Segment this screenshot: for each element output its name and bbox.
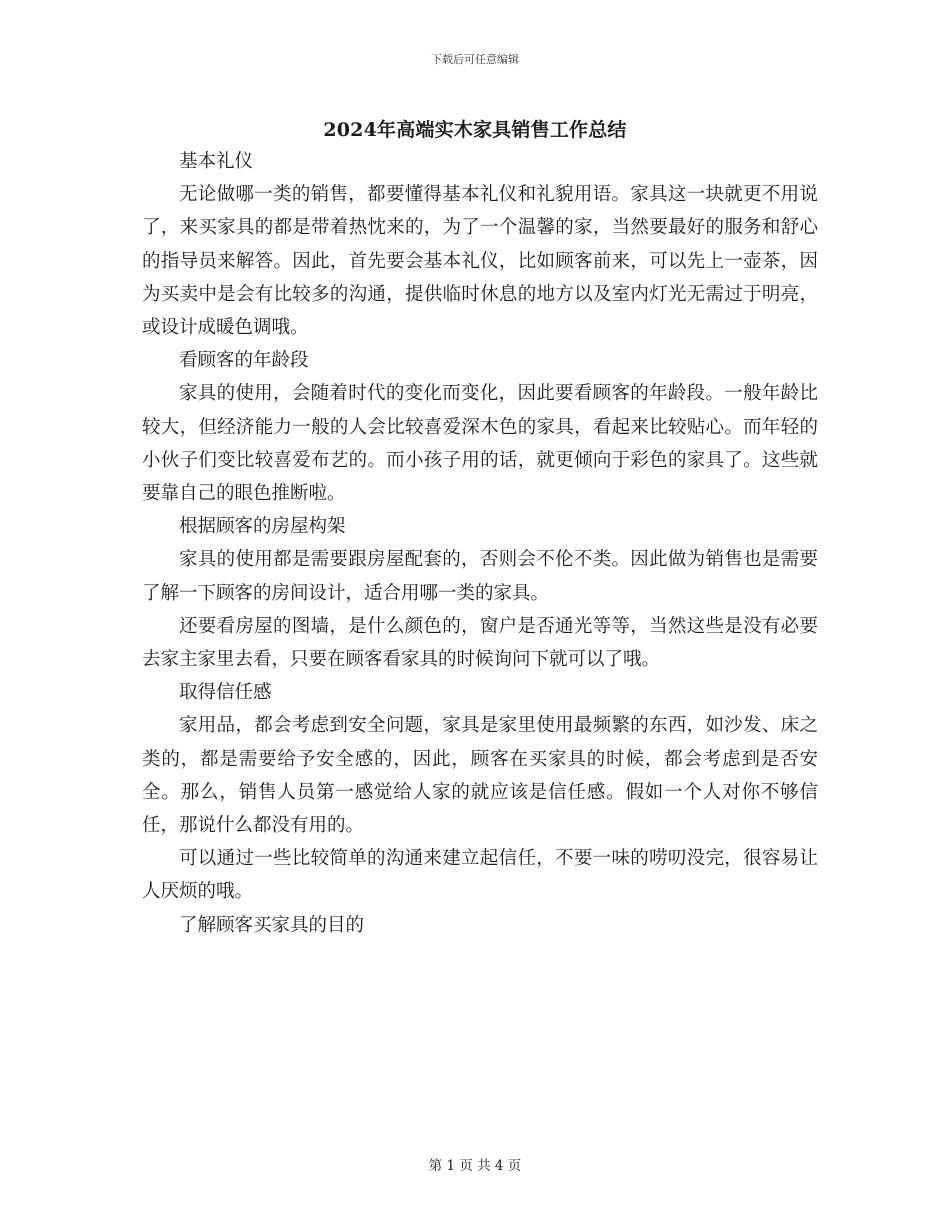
document-title: 2024年高端实木家具销售工作总结	[323, 119, 627, 141]
paragraph-trust-2: 可以通过一些比较简单的沟通来建立起信任，不要一味的唠叨没完，很容易让人厌烦的哦。	[142, 848, 818, 903]
paragraph-etiquette: 无论做哪一类的销售，都要懂得基本礼仪和礼貌用语。家具这一块就更不用说了，来买家具的都是带着热忱来的，为了一个温馨的家，当然要最好的服务和舒心的指导员来解答。因此，首先要会基本礼仪，比如顾客前来，可以先上一壶茶，因为买卖中是会有比较多的沟通，提供临时休息的地方以及室内灯光无需过于明亮，或设计成暖色调哦。	[142, 184, 818, 339]
section-heading-house-structure: 根据顾客的房屋构架	[179, 516, 346, 538]
section-heading-age-group: 看顾客的年龄段	[179, 350, 309, 372]
page-header-note: 下载后可任意编辑	[431, 53, 519, 66]
paragraph-age-group: 家具的使用，会随着时代的变化而变化，因此要看顾客的年龄段。一般年龄比较大，但经济能力一般的人会比较喜爱深木色的家具，看起来比较贴心。而年轻的小伙子们变比较喜爱布艺的。而小孩子用的话，就更倾向于彩色的家具了。这些就要靠自己的眼色推断啦。	[142, 383, 818, 505]
document-body	[142, 145, 818, 942]
paragraph-trust-1: 家用品，都会考虑到安全问题，家具是家里使用最频繁的东西，如沙发、床之类的，都是需要给予安全感的，因此，顾客在买家具的时候，都会考虑到是否安全。那么，销售人员第一感觉给人家的就应该是信任感。假如一个人对你不够信任，那说什么都没有用的。	[142, 715, 818, 837]
section-heading-etiquette: 基本礼仪	[179, 151, 254, 172]
paragraph-house-structure-2: 还要看房屋的图墙，是什么颜色的，窗户是否通光等等，当然这些是没有必要去家主家里去看，只要在顾客看家具的时候询问下就可以了哦。	[142, 615, 818, 671]
page-number: 第 1 页 共 4 页	[428, 1158, 522, 1174]
section-heading-purchase-purpose: 了解顾客买家具的目的	[179, 914, 365, 936]
section-heading-trust: 取得信任感	[179, 682, 272, 704]
paragraph-house-structure-1: 家具的使用都是需要跟房屋配套的，否则会不伦不类。因此做为销售也是需要了解一下顾客的房间设计，适合用哪一类的家具。	[142, 549, 818, 604]
